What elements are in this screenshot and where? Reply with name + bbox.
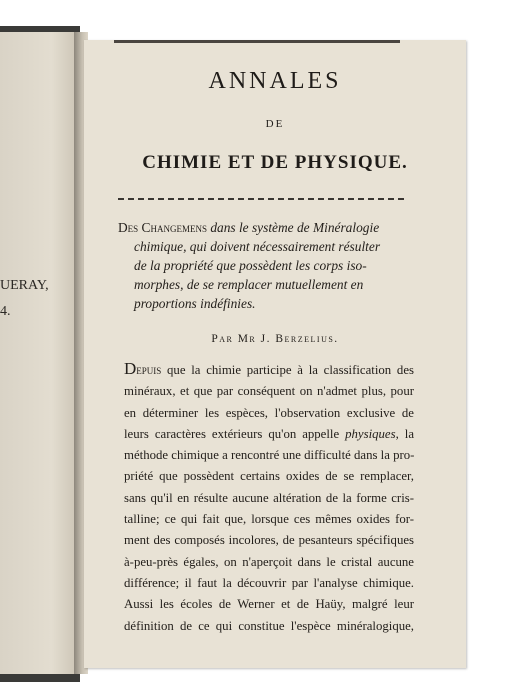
top-rule — [114, 40, 400, 43]
italic-word: physiques — [345, 426, 396, 441]
body-line-2: minéraux, et que par conséquent on n'admet plus, pour — [124, 384, 414, 399]
title-page — [84, 40, 466, 668]
body-line-5: méthode chimique a rencontré une difficulté dans la pro- — [124, 448, 415, 463]
left-page-line-1: UERAY, — [0, 278, 49, 293]
left-page-line-2: 4. — [0, 304, 11, 319]
body-line-4 — [124, 424, 414, 445]
body-line-7: sans qu'il en résulte aucune altération de la forme cris- — [124, 490, 414, 505]
article-title — [118, 218, 418, 313]
body-line-4-text: leurs caractères extérieurs qu'on appelle — [124, 426, 340, 441]
drop-cap: D — [124, 359, 137, 378]
article-line-1: dans le système de Minéralogie — [210, 220, 380, 235]
body-line-6: priété que possèdent certains oxides de se remplacer, — [124, 469, 414, 484]
left-facing-page — [0, 32, 74, 674]
body-line-11: différence; il faut la découvrir par l'analyse chimique. — [124, 575, 414, 590]
body-line-3: en déterminer les espèces, l'observation exclusive de — [124, 405, 414, 420]
body-line-12: Aussi les écoles de Werner et de Haüy, malgré leur — [124, 597, 414, 612]
body-line-10: à-peu-près égales, on n'aperçoit dans le cristal aucune — [124, 554, 414, 569]
body-text — [124, 358, 414, 637]
article-line-3: de la propriété que possèdent les corps iso- — [134, 258, 367, 273]
body-line-13: définition de ce qui constitue l'espèce minéralogique, — [124, 618, 414, 633]
body-line-4-tail: , la — [395, 426, 415, 441]
article-line-4: morphes, de se remplacer mutuellement en — [134, 277, 364, 292]
body-line-1-rest: que la chimie participe à la classification des — [161, 363, 414, 377]
author-byline: Par Mr J. Berzelius. — [211, 333, 339, 345]
dotted-divider — [118, 198, 404, 200]
body-line-8: talline; ce qui fait que, lorsque ces mêmes oxides for- — [124, 512, 414, 527]
body-line-9: ment des composés incolores, de pesanteurs spécifiques — [124, 533, 414, 548]
article-line-5: proportions indéfinies. — [134, 296, 256, 311]
body-line-1 — [124, 358, 414, 381]
article-line-2: chimique, qui doivent nécessairement résulter — [134, 239, 381, 254]
article-lead: Des Changemens — [118, 220, 207, 235]
page-title: ANNALES — [208, 68, 342, 94]
title-de: DE — [265, 118, 285, 130]
first-word: epuis — [136, 363, 162, 377]
page-subtitle: CHIMIE ET DE PHYSIQUE. — [142, 152, 408, 173]
